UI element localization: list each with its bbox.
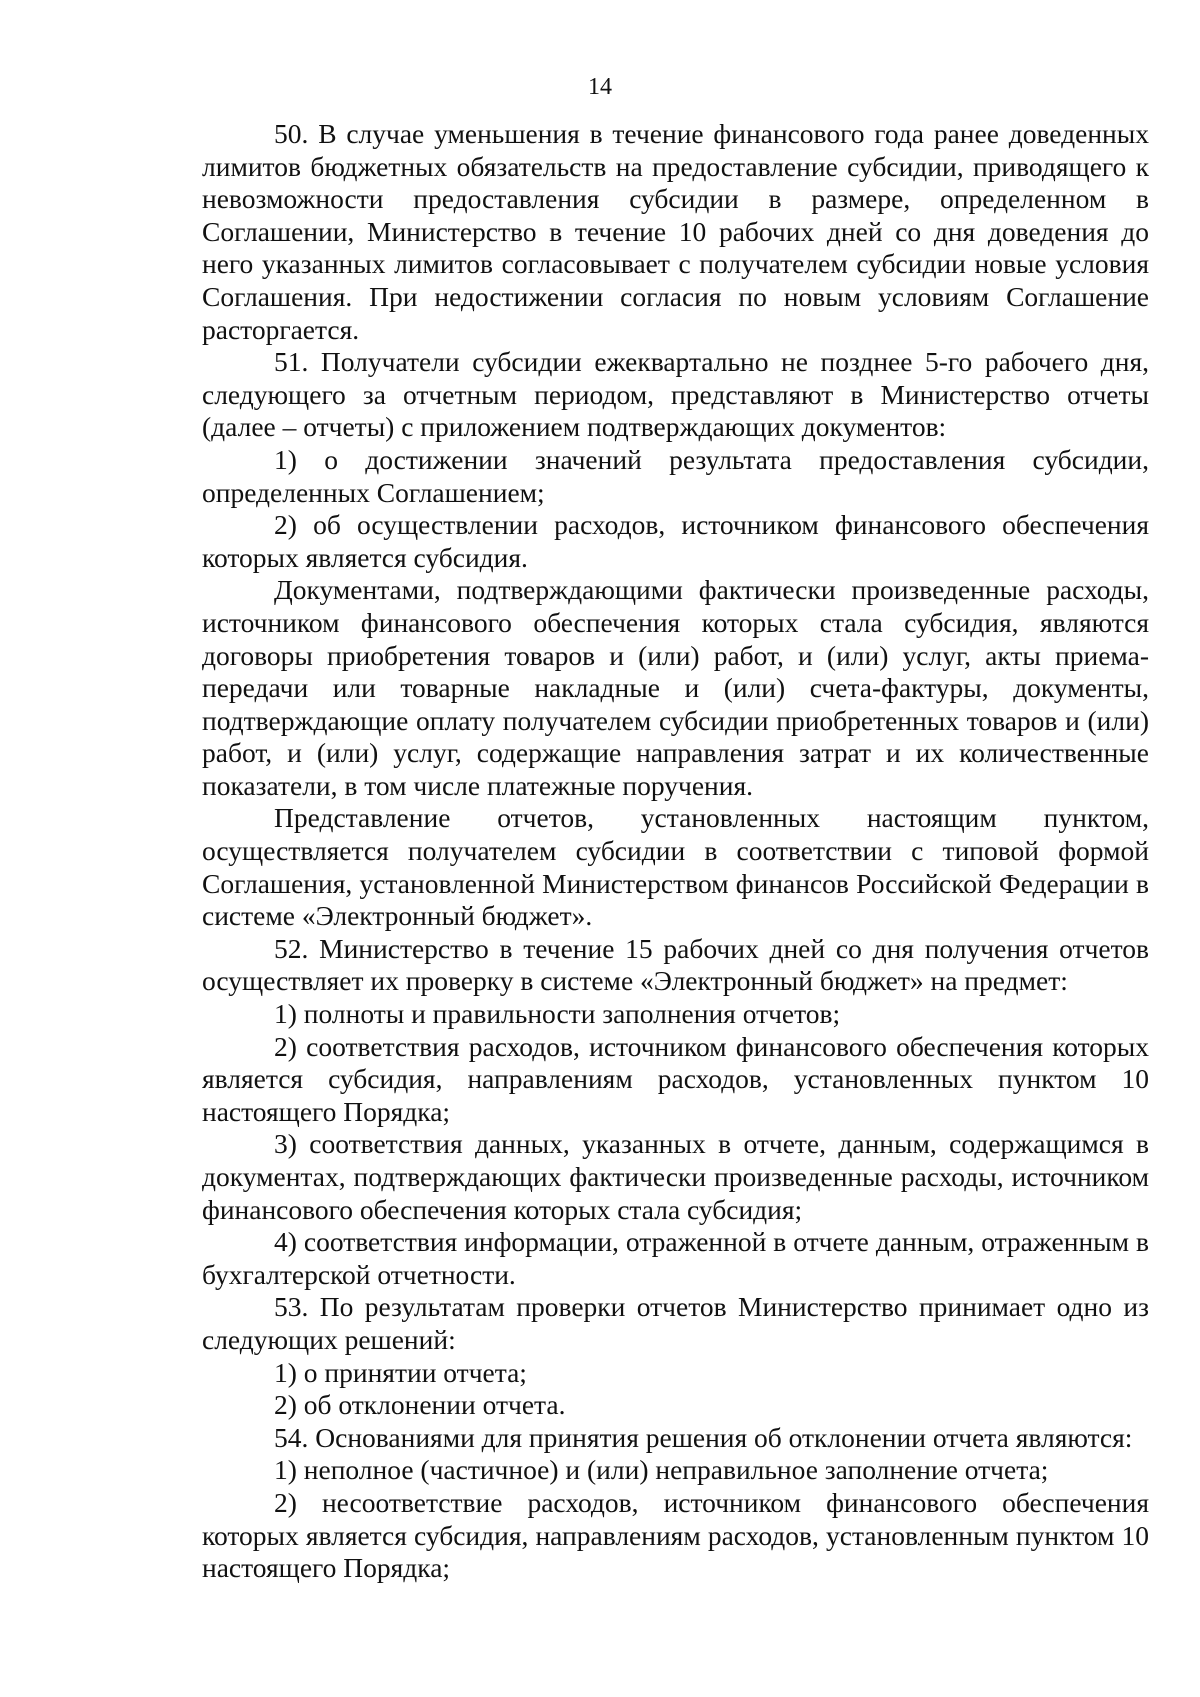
paragraph-53-item-1: 1) о принятии отчета;	[274, 1356, 527, 1388]
paragraph-52-item-3: 3) соответствия данных, указанных в отчете, данным, содержащимся в документах, подтверждающих фактически произведенные расходы, источником финансового обеспечения которых стала субсидия;	[202, 1128, 1149, 1225]
paragraph-54-item-1: 1) неполное (частичное) и (или) неправильное заполнение отчета;	[274, 1454, 1049, 1486]
paragraph-report-submission: Представление отчетов, установленных настоящим пунктом, осуществляется получателем субсидии в соответствии с типовой формой Соглашения, установленной Министерством финансов Российской Федерации в системе «Электронный бюджет».	[202, 802, 1149, 932]
page-number: 14	[588, 74, 612, 100]
paragraph-52-item-2: 2) соответствия расходов, источником финансового обеспечения которых является субсидия, направлениям расходов, установленных пунктом 10 настоящего Порядка;	[202, 1030, 1149, 1127]
paragraph-51-item-1: 1) о достижении значений результата предоставления субсидии, определенных Соглашением;	[202, 443, 1149, 508]
paragraph-50: 50. В случае уменьшения в течение финансового года ранее доведенных лимитов бюджетных обязательств на предоставление субсидии, приводящего к невозможности предоставления субсидии в размере, определенном в Соглашении, Министерство в течение 10 рабочих дней со дня доведения до него указанных лимитов согласовывает с получателем субсидии новые условия Соглашения. При недостижении согласия по новым условиям Соглашение расторгается.	[202, 118, 1149, 345]
paragraph-52-item-1: 1) полноты и правильности заполнения отчетов;	[274, 998, 841, 1030]
paragraph-54-item-2: 2) несоответствие расходов, источником финансового обеспечения которых является субсидия, направлениям расходов, установленным пунктом 10 настоящего Порядка;	[202, 1486, 1149, 1584]
document-body	[202, 118, 1149, 1585]
paragraph-52-item-4: 4) соответствия информации, отраженной в отчете данным, отраженным в бухгалтерской отчетности.	[202, 1226, 1149, 1290]
paragraph-53-item-2: 2) об отклонении отчета.	[274, 1389, 566, 1421]
paragraph-supporting-documents: Документами, подтверждающими фактически произведенные расходы, источником финансового обеспечения которых стала субсидия, являются договоры приобретения товаров и (или) работ, и (или) услуг, акты приема-передачи или товарные накладные и (или) счета-фактуры, документы, подтверждающие оплату получателем субсидии приобретенных товаров и (или) работ, и (или) услуг, содержащие направления затрат и их количественные показатели, в том числе платежные поручения.	[202, 574, 1149, 801]
paragraph-52: 52. Министерство в течение 15 рабочих дней со дня получения отчетов осуществляет их проверку в системе «Электронный бюджет» на предмет:	[202, 932, 1149, 997]
paragraph-54: 54. Основаниями для принятия решения об отклонении отчета являются:	[274, 1421, 1133, 1453]
paragraph-51-item-2: 2) об осуществлении расходов, источником финансового обеспечения которых является субсидия.	[202, 509, 1149, 573]
paragraph-51: 51. Получатели субсидии ежеквартально не позднее 5-го рабочего дня, следующего за отчетным периодом, представляют в Министерство отчеты (далее – отчеты) с приложением подтверждающих документов:	[202, 346, 1149, 443]
paragraph-53: 53. По результатам проверки отчетов Министерство принимает одно из следующих решений:	[202, 1291, 1149, 1355]
